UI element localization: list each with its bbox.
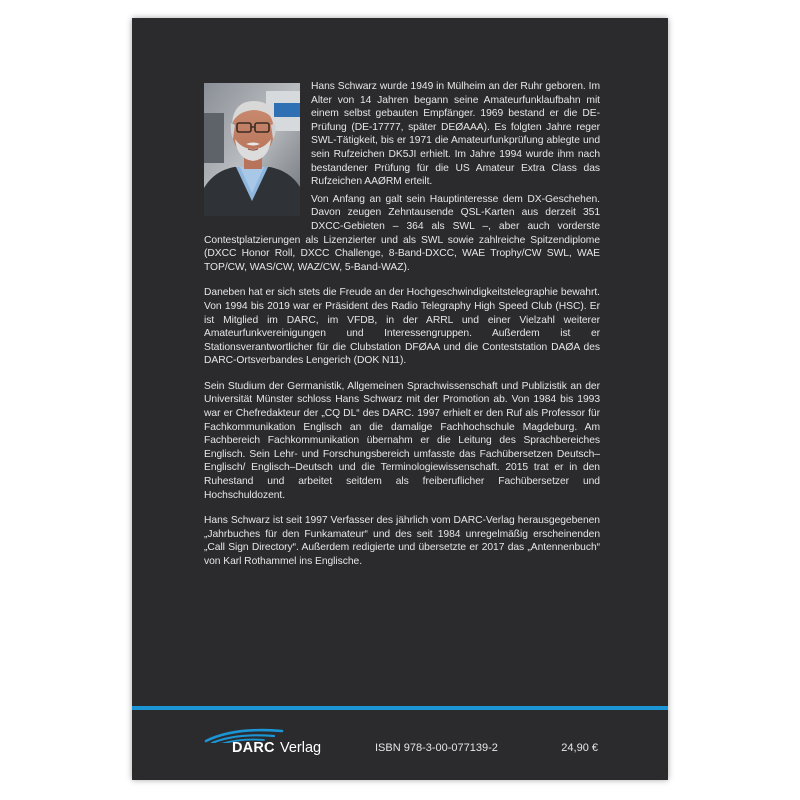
bio-paragraph-2: Von Anfang an galt sein Hauptinteresse dem DX-Geschehen. Davon zeugen Zehntausende QSL-Karten aus derzeit 351 DXCC-Gebieten – 364 als SWL –, aber auch vorderste Contestplatzierungen als Lizenzierter und als SWL sowie zahlreiche Spitzendiplome (DXCC Honor Roll, DXCC Challenge, 8-Band-DXCC, WAE Trophy/CW SWL, WAE TOP/CW, WAS/CW, WAZ/CW, 5-Band-WAZ). (204, 193, 600, 273)
bio-paragraph-5: Hans Schwarz ist seit 1997 Verfasser des jährlich vom DARC-Verlag herausgegebenen „Jahrbuches für den Funkamateur“ und des seit 1984 unregelmäßig erscheinenden „Call Sign Directory“. Außerdem redigierte und übersetzte er 2017 das „Antennenbuch“ von Karl Rothammel ins Englische. (204, 515, 600, 567)
accent-divider (132, 706, 668, 710)
author-bio (204, 80, 600, 581)
bio-paragraph-4: Sein Studium der Germanistik, Allgemeinen Sprachwissenschaft und Publizistik an der Universität Münster schloss Hans Schwarz mit der Promotion ab. Von 1984 bis 1993 war er Chefredakteur der „CQ DL“ des DARC. 1997 erhielt er den Ruf als Professor für Fachkommunikation Englisch an die damalige Fachhochschule Magdeburg. Am Fachbereich Fachkommunikation übernahm er die Leitung des Sprachbereiches Englisch. Sein Lehr- und Forschungsbereich umfasste das Fachübersetzen Deutsch–Englisch/ Englisch–Deutsch und die Terminologiewissenschaft. 2015 trat er in den Ruhestand und arbeitet seitdem als freiberuflicher Fachübersetzer und Hochschuldozent. (204, 380, 600, 501)
book-back-cover (132, 18, 668, 780)
author-portrait-image (204, 83, 300, 216)
logo-subtitle: Verlag (280, 740, 322, 756)
isbn-number: ISBN 978-3-00-077139-2 (375, 742, 498, 754)
cover-footer (132, 718, 668, 768)
logo-brand: DARC (232, 740, 275, 756)
bio-paragraph-1: Hans Schwarz wurde 1949 in Mülheim an der Ruhr geboren. Im Alter von 14 Jahren begann seine Amateurfunklaufbahn mit einem selbst gebauten Empfänger. 1969 bestand er die DE-Prüfung (DE-17777, später DEØAAA). Es folgten Jahre reger SWL-Tätigkeit, bis er 1971 die Amateurfunkprüfung ablegte und sein Rufzeichen DK5JI erhielt. Im Jahre 1994 wurde ihm nach bestandener Prüfung für die US Amateur Extra Class das Rufzeichen AAØRM erteilt. (311, 81, 600, 188)
bio-paragraph-3: Daneben hat er sich stets die Freude an der Hochgeschwindigkeitstelegraphie bewahrt. Von 1994 bis 2019 war er Präsident des Radio Telegraphy High Speed Club (HSC). Er ist Mitglied im DARC, im VFDB, in der ARRL und einer Vielzahl weiterer Amateurfunkvereinigungen und Interessengruppen. Außerdem ist er Stationsverantwortlicher für die Clubstation DFØAA und die Conteststation DAØA des DARC-Ortsverbandes Lengerich (DOK N11). (204, 287, 600, 367)
darc-verlag-logo (204, 727, 344, 757)
price-label: 24,90 € (561, 742, 598, 754)
author-photo (204, 83, 300, 216)
